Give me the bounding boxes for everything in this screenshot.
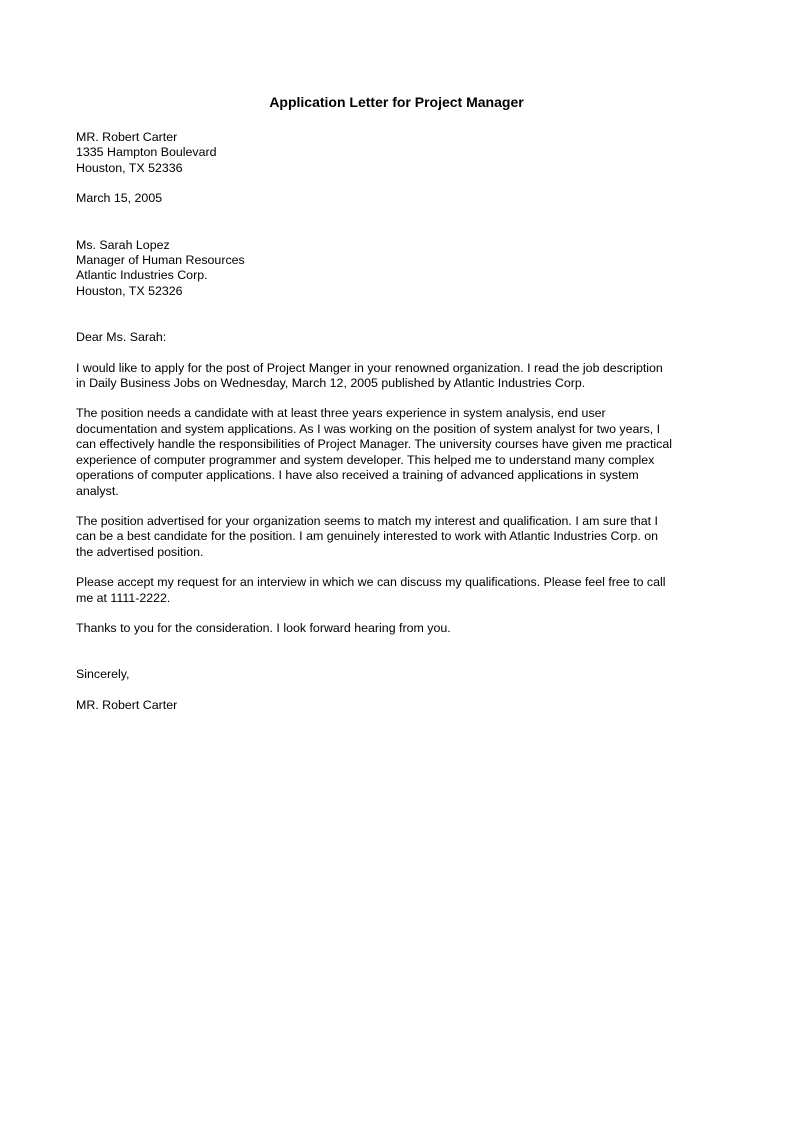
paragraph-line: documentation and system applications. As I was working on the position of system analyst for two years, I [76,421,661,436]
recipient-company: Atlantic Industries Corp. [76,268,208,283]
paragraph-line: The position needs a candidate with at least three years experience in system analysis, end user [76,406,606,421]
sender-address [76,130,716,176]
paragraph-line: The position advertised for your organization seems to match my interest and qualification. I am sure that I [76,513,658,528]
sender-city: Houston, TX 52336 [76,160,183,175]
paragraph-intro [76,361,716,392]
closing: Sincerely, [76,667,130,682]
recipient-title: Manager of Human Resources [76,253,245,268]
paragraph-line: analyst. [76,483,119,498]
sender-street: 1335 Hampton Boulevard [76,145,217,160]
sender-name: MR. Robert Carter [76,130,178,144]
paragraph-experience [76,406,716,498]
paragraph-line: can effectively handle the responsibilities of Project Manager. The university courses have given me practical [76,437,672,452]
paragraph-line: can be a best candidate for the position. I am genuinely interested to work with Atlantic Industries Corp. on [76,529,659,544]
salutation: Dear Ms. Sarah: [76,330,167,345]
paragraph-line: I would like to apply for the post of Project Manger in your renowned organization. I read the job description [76,360,663,375]
recipient-city: Houston, TX 52326 [76,283,183,298]
paragraph-line: Thanks to you for the consideration. I look forward hearing from you. [76,620,451,635]
paragraph-line: operations of computer applications. I have also received a training of advanced applications in system [76,468,639,483]
paragraph-line: Please accept my request for an interview in which we can discuss my qualifications. Please feel free to call [76,575,666,590]
paragraph-interest [76,514,716,560]
recipient-address [76,238,716,300]
paragraph-line: experience of computer programmer and system developer. This helped me to understand many complex [76,452,655,467]
letter-body [76,130,716,713]
paragraph-line: the advertised position. [76,544,204,559]
recipient-name: Ms. Sarah Lopez [76,237,170,252]
letter-title: Application Letter for Project Manager [269,94,524,110]
paragraph-thanks [76,621,716,636]
letter-date: March 15, 2005 [76,191,163,206]
signature-name: MR. Robert Carter [76,697,178,712]
paragraph-interview [76,575,716,606]
paragraph-line: me at 1111-2222. [76,590,171,605]
paragraph-line: in Daily Business Jobs on Wednesday, March 12, 2005 published by Atlantic Industries Corp. [76,376,586,391]
